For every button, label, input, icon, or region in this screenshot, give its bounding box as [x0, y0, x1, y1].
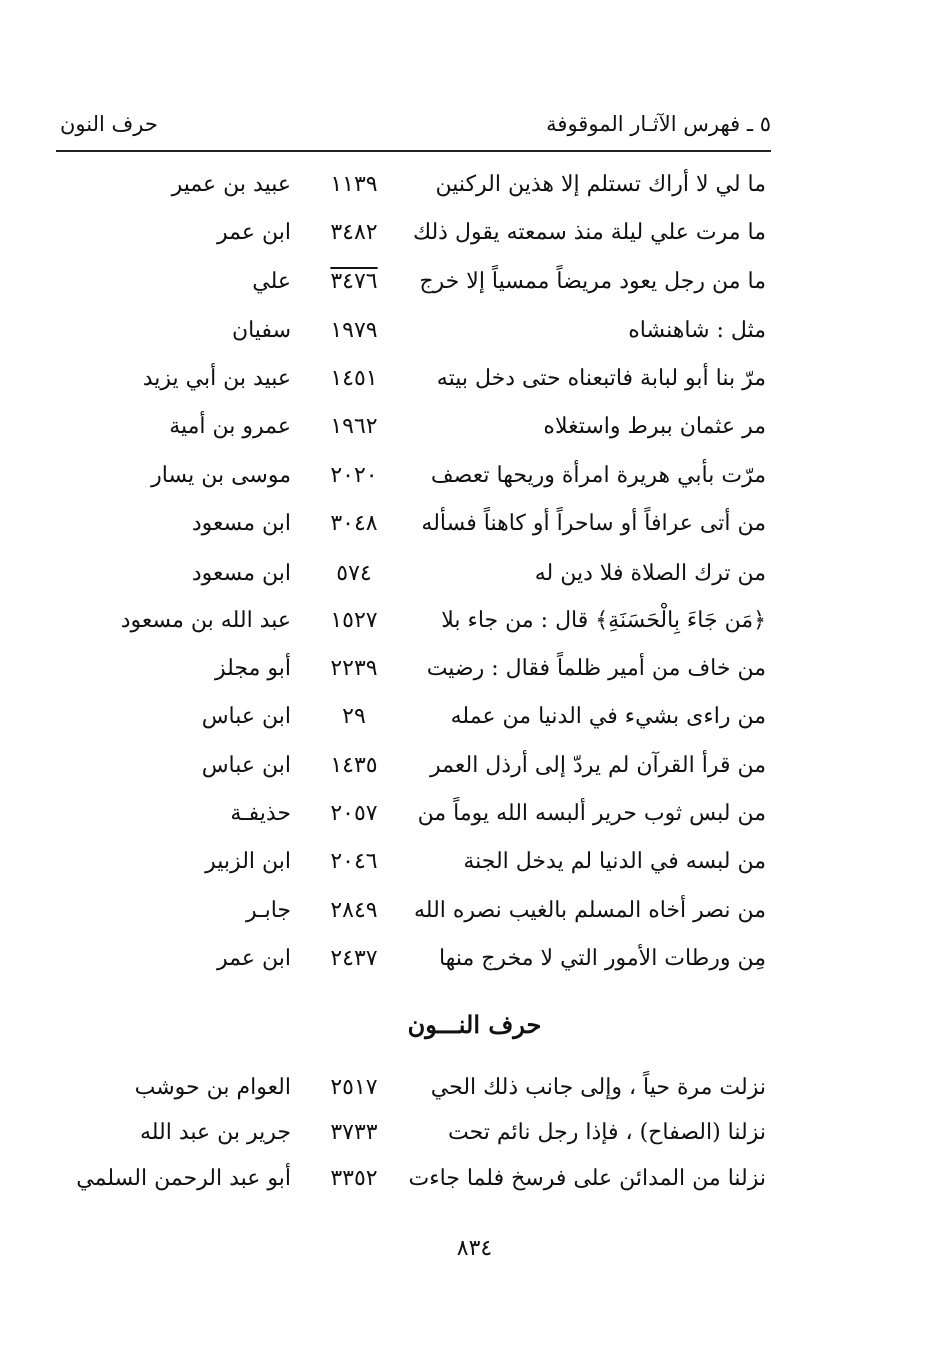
athar-text: من لبس ثوب حرير ألبسه الله يوماً من: [417, 801, 766, 826]
athar-number: ١٩٧٩: [330, 318, 378, 343]
index-row: [0, 608, 949, 654]
athar-text: من راءى بشيء في الدنيا من عمله: [450, 704, 766, 729]
athar-text: من قرأ القرآن لم يردّ إلى أرذل العمر: [430, 753, 766, 778]
athar-text: نزلنا (الصفاح) ، فإذا رجل نائم تحت: [448, 1120, 766, 1145]
athar-number: ٣٤٧٦: [330, 269, 378, 294]
athar-text: من خاف من أمير ظلماً فقال : رضيت: [426, 656, 766, 681]
index-row: [0, 1166, 949, 1212]
athar-number: ١٩٦٢: [330, 414, 378, 439]
athar-number: ٢٠٥٧: [330, 801, 378, 826]
athar-number: ١٤٣٥: [330, 753, 378, 778]
athar-text: من أتى عرافاً أو ساحراً أو كاهناً فسأله: [421, 511, 766, 536]
athar-source: أبو مجلز: [214, 656, 291, 681]
athar-number: ٢٤٣٧: [330, 946, 378, 971]
athar-text: من ترك الصلاة فلا دين له: [534, 561, 766, 586]
index-row: [0, 463, 949, 509]
index-row: [0, 511, 949, 557]
athar-source: علي: [252, 269, 291, 294]
index-row: [0, 269, 949, 315]
athar-number: ٣٤٨٢: [330, 220, 378, 245]
athar-text: من لبسه في الدنيا لم يدخل الجنة: [463, 849, 766, 874]
athar-source: موسى بن يسار: [151, 463, 291, 488]
athar-number: ٢٥١٧: [330, 1075, 378, 1100]
running-header-letter: حرف النون: [60, 112, 158, 136]
index-row: [0, 172, 949, 218]
athar-source: عبيد بن أبي يزيد: [142, 366, 291, 391]
athar-text: مِن ورطات الأمور التي لا مخرج منها: [438, 946, 766, 971]
athar-text: مرّ بنا أبو لبابة فاتبعناه حتى دخل بيته: [436, 366, 766, 391]
athar-text: نزلنا من المدائن على فرسخ فلما جاءت: [408, 1166, 766, 1191]
athar-source: ابن الزبير: [205, 849, 291, 874]
athar-source: جابـر: [245, 898, 291, 923]
athar-number: ٣٣٥٢: [330, 1166, 378, 1191]
athar-number: ٣٧٣٣: [330, 1120, 378, 1145]
index-row: [0, 318, 949, 364]
index-row: [0, 1075, 949, 1121]
athar-source: عمرو بن أمية: [169, 414, 291, 439]
athar-number: ٢٨٤٩: [330, 898, 378, 923]
athar-text: ما مرت علي ليلة منذ سمعته يقول ذلك: [412, 220, 766, 245]
athar-source: جرير بن عبد الله: [139, 1120, 291, 1145]
index-row: [0, 801, 949, 847]
athar-text: ﴿مَن جَاءَ بِالْحَسَنَةِ﴾ قال : من جاء بلا: [441, 608, 766, 633]
index-row: [0, 1120, 949, 1166]
index-row: [0, 898, 949, 944]
athar-number: ٣٠٤٨: [330, 511, 378, 536]
athar-number: ٥٧٤: [336, 561, 372, 586]
index-row: [0, 946, 949, 992]
index-row: [0, 414, 949, 460]
athar-source: عبيد بن عمير: [171, 172, 291, 197]
athar-text: من نصر أخاه المسلم بالغيب نصره الله: [414, 898, 766, 923]
athar-source: ابن مسعود: [191, 511, 291, 536]
athar-text: مر عثمان ببرط واستغلاه: [543, 414, 766, 439]
athar-text: مثل : شاهنشاه: [628, 318, 766, 343]
athar-text: ما من رجل يعود مريضاً ممسياً إلا خرج: [419, 269, 766, 294]
athar-number: ١١٣٩: [330, 172, 378, 197]
athar-source: حذيفـة: [230, 801, 291, 826]
athar-source: العوام بن حوشب: [134, 1075, 291, 1100]
athar-number: ٢٠٤٦: [330, 849, 378, 874]
athar-source: ابن عباس: [201, 753, 291, 778]
athar-text: مرّت بأبي هريرة امرأة وريحها تعصف: [430, 463, 766, 488]
athar-number: ٢٢٣٩: [330, 656, 378, 681]
page-number: ٨٣٤: [456, 1236, 493, 1261]
index-row: [0, 366, 949, 412]
athar-source: ابن عباس: [201, 704, 291, 729]
athar-number: ١٤٥١: [330, 366, 378, 391]
athar-source: عبد الله بن مسعود: [120, 608, 291, 633]
athar-source: ابن عمر: [217, 946, 291, 971]
index-row: [0, 849, 949, 895]
athar-number: ٢٩: [342, 704, 366, 729]
athar-source: ابن مسعود: [191, 561, 291, 586]
index-row: [0, 220, 949, 266]
athar-text: ما لي لا أراك تستلم إلا هذين الركنين: [435, 172, 766, 197]
athar-source: ابن عمر: [217, 220, 291, 245]
index-row: [0, 561, 949, 607]
index-row: [0, 753, 949, 799]
athar-text: نزلت مرة حياً ، وإلى جانب ذلك الحي: [430, 1075, 766, 1100]
athar-number: ٢٠٢٠: [330, 463, 378, 488]
header-rule: [56, 150, 771, 152]
athar-source: سفيان: [231, 318, 291, 343]
athar-number: ١٥٢٧: [330, 608, 378, 633]
index-row: [0, 704, 949, 750]
section-heading: حرف النـــون: [407, 1010, 542, 1039]
index-row: [0, 656, 949, 702]
running-header-chapter: ٥ ـ فهرس الآثـار الموقوفة: [546, 112, 771, 136]
athar-source: أبو عبد الرحمن السلمي: [76, 1166, 291, 1191]
